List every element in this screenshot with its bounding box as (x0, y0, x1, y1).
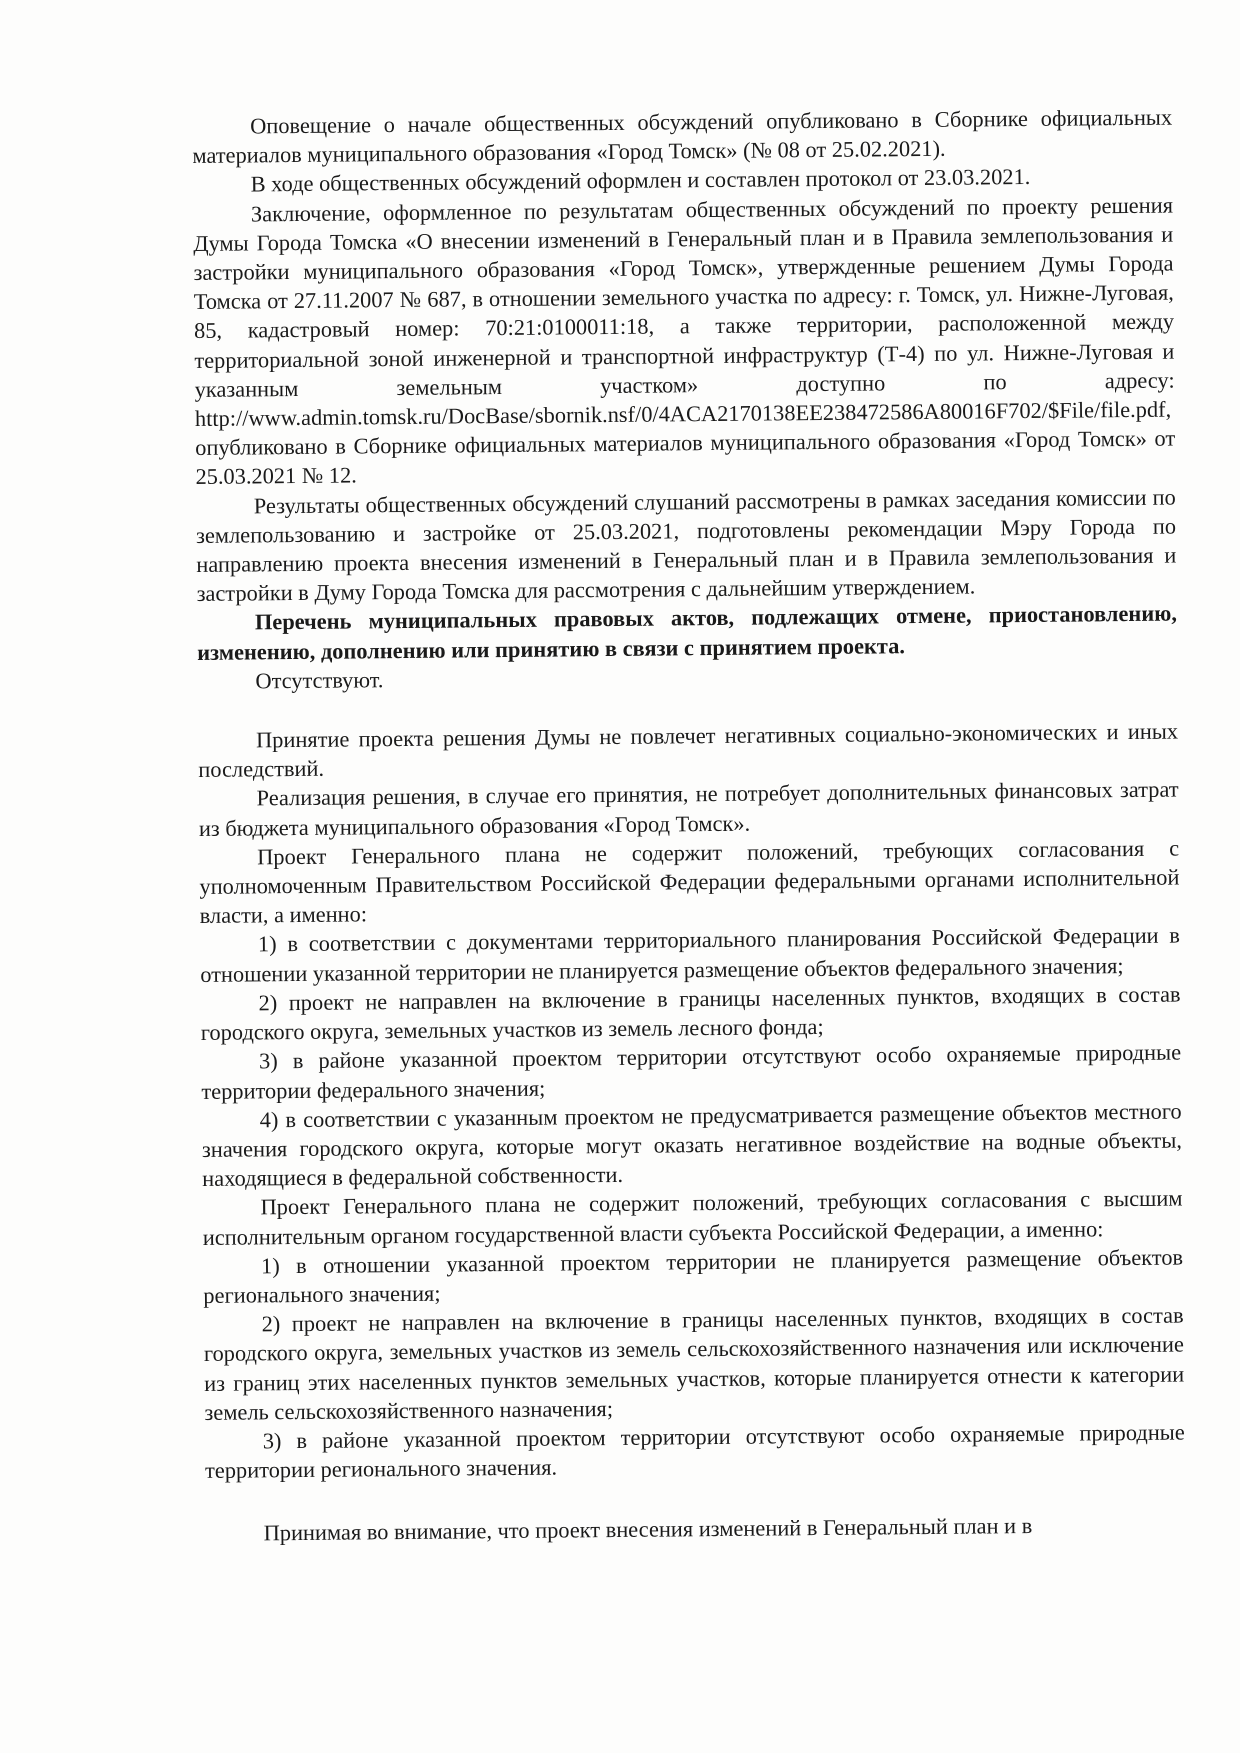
section-heading: Перечень муниципальных правовых актов, подлежащих отмене, приостановлению, изменению, дополнению или принятию в связи с принятием проекта. (197, 601, 1177, 665)
list-item-federal-3: 3) в районе указанной проектом территории отсутствуют особо охраняемые природные территории федерального значения; (201, 1039, 1182, 1104)
paragraph-federal-approval: Проект Генерального плана не содержит положений, требующих согласования с уполномоченным Правительством Российской Федерации федеральными органами исполнительной власти, а именно: (199, 835, 1180, 929)
paragraph-results: Результаты общественных обсуждений слушаний рассмотрены в рамках заседания комиссии по землепользованию и застройке от 25.03.2021, подготовлены рекомендации Мэру Города по направлению проекта внесения изменений в Генеральный план и в Правила землепользования и застройки в Думу Города Томска для рассмотрения с дальнейшим утверждением. (195, 484, 1177, 607)
list-item-regional-1: 1) в отношении указанной проектом территории не планируется размещение объектов регионального значения; (203, 1244, 1184, 1308)
paragraph-consequences: Принятие проекта решения Думы не повлечет негативных социально-экономических и иных последствий. (198, 718, 1179, 783)
paragraph-notification: Оповещение о начале общественных обсуждений опубликовано в Сборнике официальных материалов муниципального образования «Город Томск» (№ 08 от 25.02.2021). (192, 104, 1173, 169)
paragraph-conclusion: Заключение, оформленное по результатам общественных обсуждений по проекту решения Думы Города Томска «О внесении изменений в Генеральный план и в Правила землепользования и застройки муниципального образования «Город Томск», утвержденные решением Думы Города Томска от 27.11.2007 № 687, в отношении земельного участка по адресу: г. Томск, ул. Нижне-Луговая, 85, кадастровый номер: 70:21:0100011:18, а также территории, расположенной между территориальной зоной инженерной и транспортной инфраструктур (Т-4) по ул. Нижне-Луговая и указанным земельным участком» доступно по адресу: http://www.admin.tomsk.ru/DocBase/sbornik.nsf/0/4ACA2170138EE238472586A80016F702/$File/file.pdf, опубликовано в Сборнике официальных материалов муниципального образования «Город Томск» от 25.03.2021 № 12. (193, 192, 1176, 490)
list-item-federal-4: 4) в соответствии с указанным проектом не предусматривается размещение объектов местного значения городского округа, которые могут оказать негативное воздействие на водные объекты, находящиеся в федеральной собственности. (201, 1098, 1183, 1192)
list-item-regional-2: 2) проект не направлен на включение в границы населенных пунктов, входящих в состав городского округа, земельных участков из земель сельскохозяйственного назначения или исключение из границ этих населенных пунктов земельных участков, которые планируется отнести к категории земель сельскохозяйственного назначения; (203, 1302, 1185, 1425)
list-item-regional-3: 3) в районе указанной проектом территории отсутствуют особо охраняемые природные территории регионального значения. (204, 1419, 1185, 1484)
paragraph-protocol: В ходе общественных обсуждений оформлен и составлен протокол от 23.03.2021. (250, 164, 1031, 197)
paragraph-regional-approval: Проект Генерального плана не содержит положений, требующих согласования с высшим исполнительным органом государственной власти субъекта Российской Федерации, а именно: (202, 1185, 1183, 1250)
paragraph-absent: Отсутствуют. (255, 667, 384, 694)
list-item-federal-1: 1) в соответствии с документами территориального планирования Российской Федерации в отношении указанной территории не планируется размещение объектов федерального значения; (200, 923, 1181, 987)
paragraph-final: Принимая во внимание, что проект внесения изменений в Генеральный план и в (263, 1513, 1033, 1546)
document-body (192, 103, 1186, 1549)
paragraph-financing: Реализация решения, в случае его принятия, не потребует дополнительных финансовых затрат из бюджета муниципального образования «Город Томск». (198, 777, 1179, 841)
list-item-federal-2: 2) проект не направлен на включение в границы населенных пунктов, входящих в состав городского округа, земельных участков из земель лесного фонда; (200, 981, 1181, 1046)
